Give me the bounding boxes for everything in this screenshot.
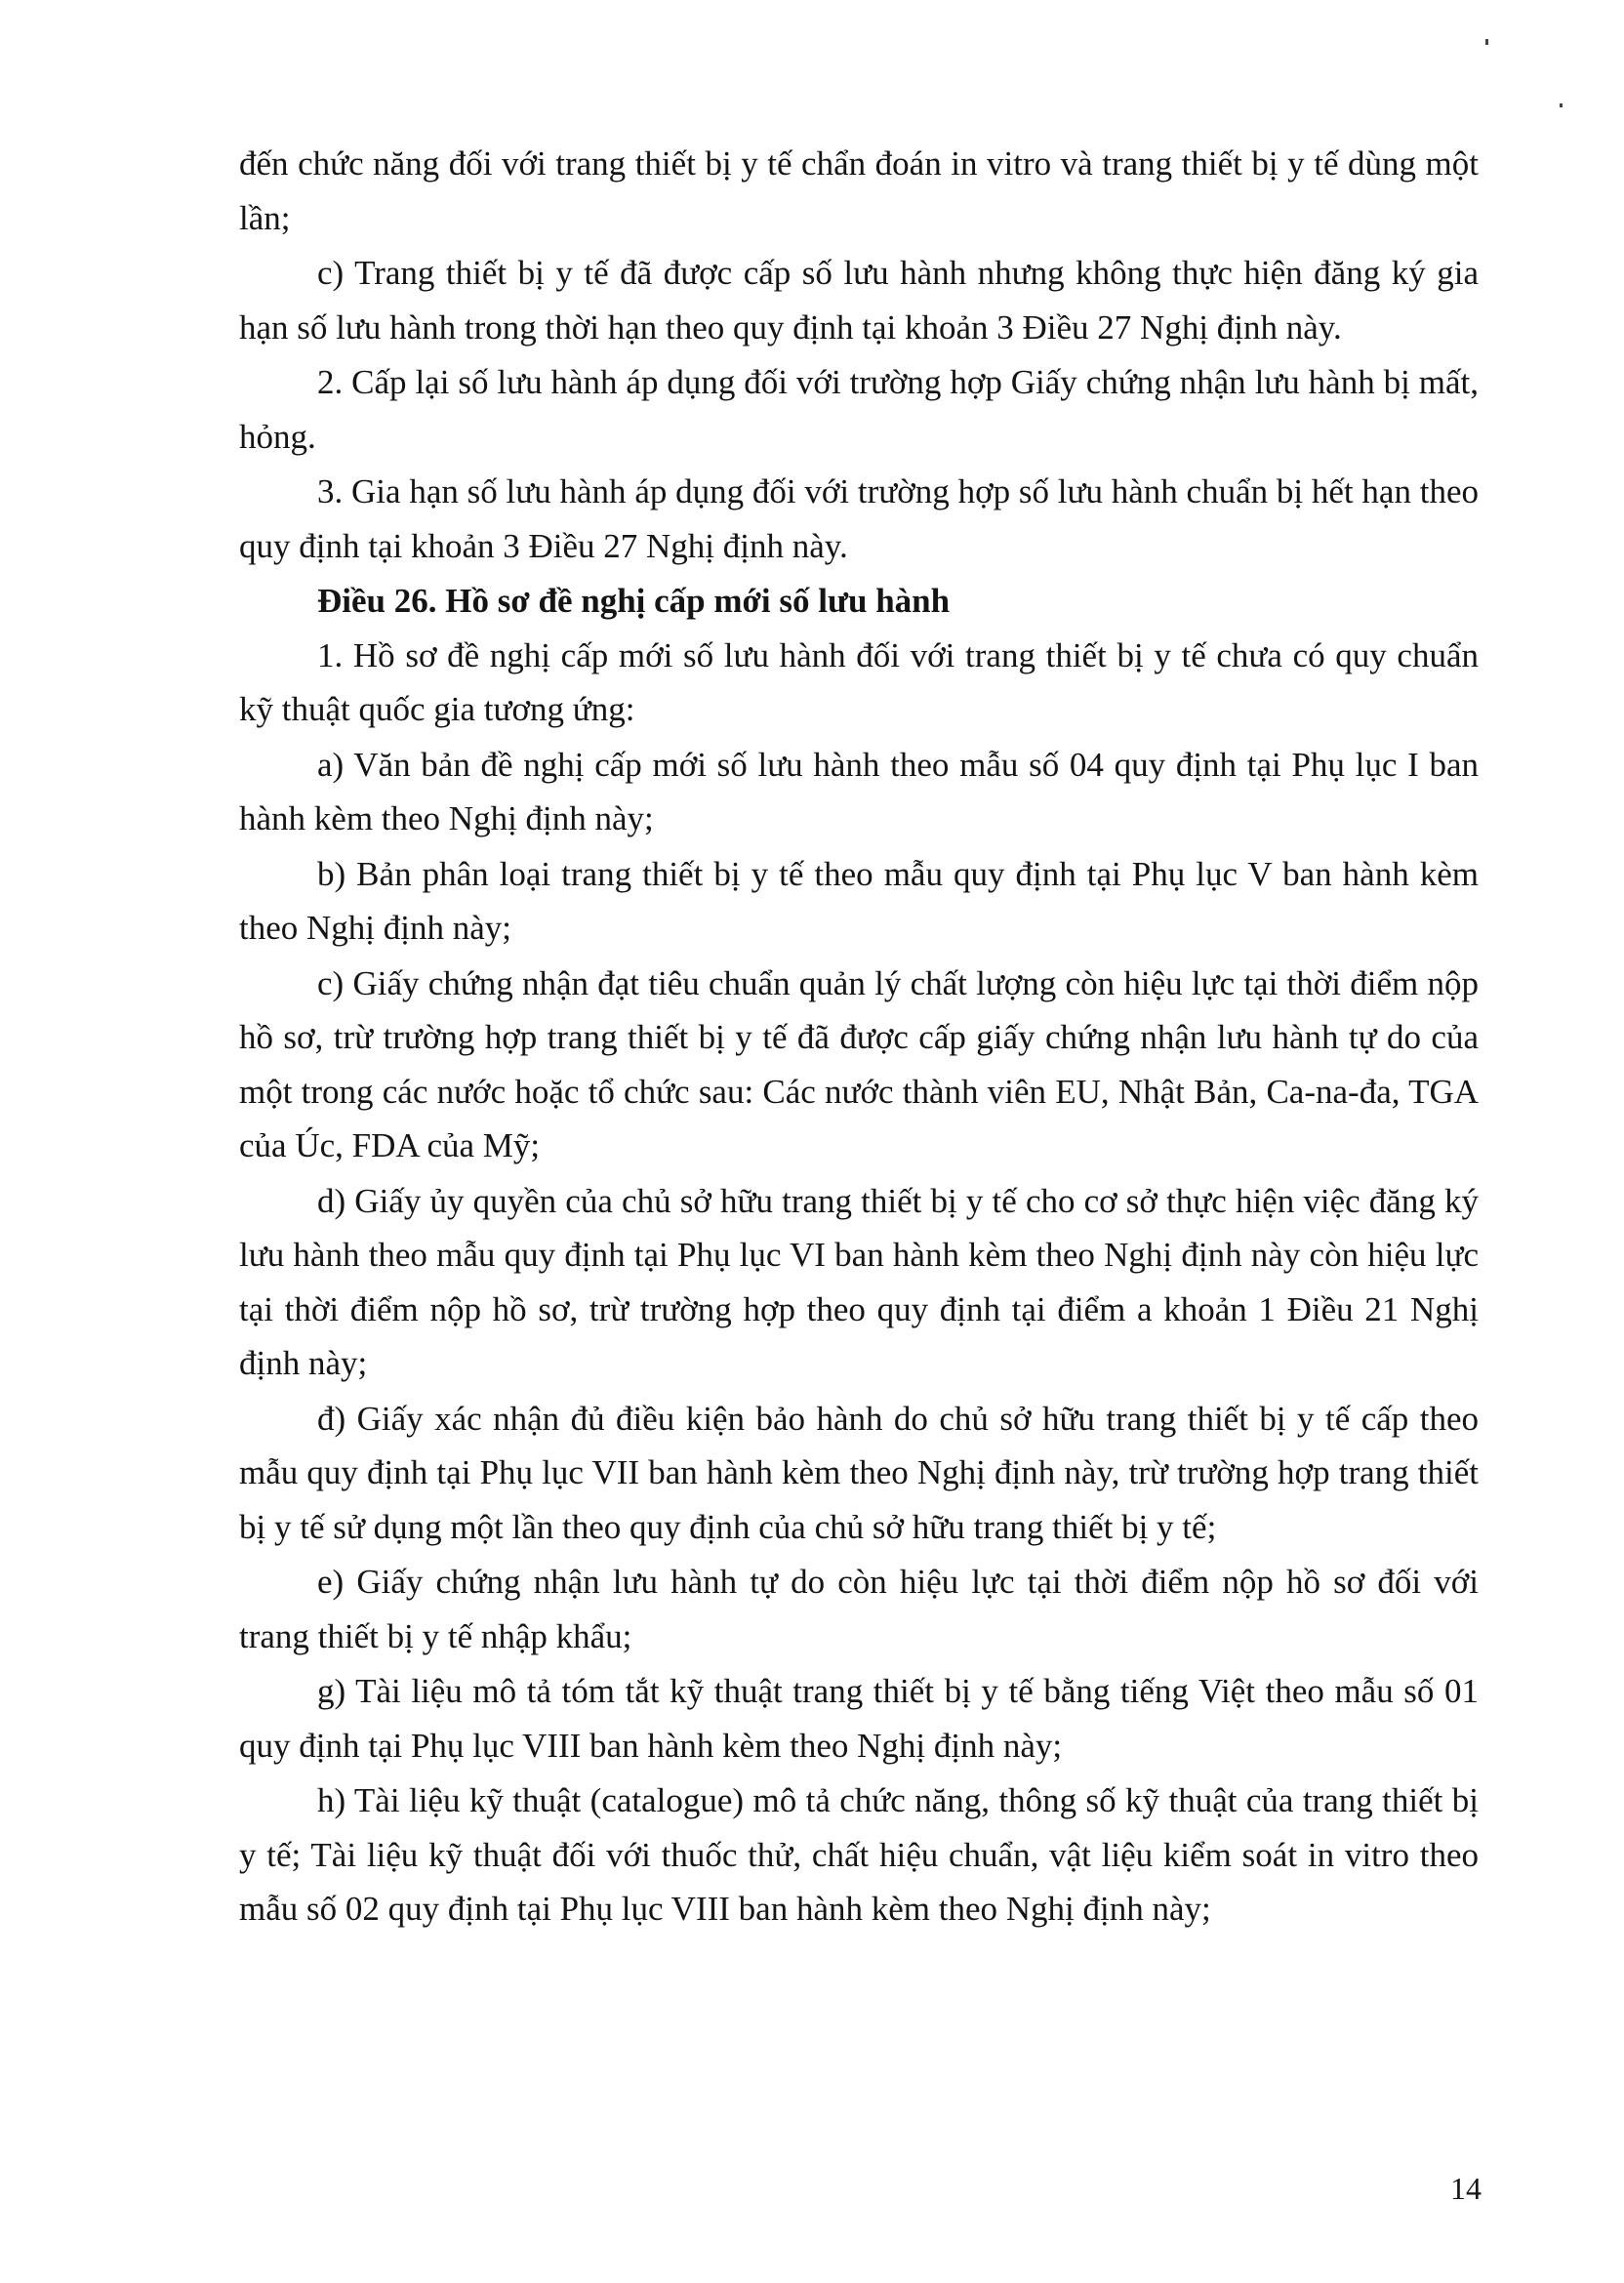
paragraph-2: 2. Cấp lại số lưu hành áp dụng đối với trường hợp Giấy chứng nhận lưu hành bị mất, hỏng.	[239, 363, 1479, 456]
paragraph-26-1c: c) Giấy chứng nhận đạt tiêu chuẩn quản lý chất lượng còn hiệu lực tại thời điểm nộp hồ sơ, trừ trường hợp trang thiết bị y tế đã được cấp giấy chứng nhận lưu hành tự do của một trong các nước hoặc tổ chức sau: Các nước thành viên EU, Nhật Bản, Ca-na-đa, TGA của Úc, FDA của Mỹ;	[239, 963, 1479, 1164]
page-number: 14	[1450, 2171, 1482, 2206]
paragraph-26-1h: h) Tài liệu kỹ thuật (catalogue) mô tả chức năng, thông số kỹ thuật của trang thiết bị y tế; Tài liệu kỹ thuật đối với thuốc thử, chất hiệu chuẩn, vật liệu kiểm soát in vitro theo mẫu số 02 quy định tại Phụ lục VIII ban hành kèm theo Nghị định này;	[239, 1781, 1479, 1928]
paragraph-26-1e: e) Giấy chứng nhận lưu hành tự do còn hiệu lực tại thời điểm nộp hồ sơ đối với trang thiết bị y tế nhập khẩu;	[239, 1563, 1479, 1655]
paragraph-3: 3. Gia hạn số lưu hành áp dụng đối với trường hợp số lưu hành chuẩn bị hết hạn theo quy định tại khoản 3 Điều 27 Nghị định này.	[239, 472, 1479, 565]
paragraph-26-1: 1. Hồ sơ đề nghị cấp mới số lưu hành đối với trang thiết bị y tế chưa có quy chuẩn kỹ thuật quốc gia tương ứng:	[239, 635, 1479, 728]
scan-speck	[1560, 103, 1563, 107]
scan-speck	[1485, 39, 1488, 45]
paragraph-26-1d: d) Giấy ủy quyền của chủ sở hữu trang thiết bị y tế cho cơ sở thực hiện việc đăng ký lưu hành theo mẫu quy định tại Phụ lục VI ban hành kèm theo Nghị định này còn hiệu lực tại thời điểm nộp hồ sơ, trừ trường hợp theo quy định tại điểm a khoản 1 Điều 21 Nghị định này;	[239, 1181, 1479, 1382]
paragraph-26-1g: g) Tài liệu mô tả tóm tắt kỹ thuật trang thiết bị y tế bằng tiếng Việt theo mẫu số 01 quy định tại Phụ lục VIII ban hành kèm theo Nghị định này;	[239, 1672, 1479, 1765]
paragraph-26-1dd: đ) Giấy xác nhận đủ điều kiện bảo hành do chủ sở hữu trang thiết bị y tế cấp theo mẫu quy định tại Phụ lục VII ban hành kèm theo Nghị định này, trừ trường hợp trang thiết bị y tế sử dụng một lần theo quy định của chủ sở hữu trang thiết bị y tế;	[239, 1399, 1479, 1546]
document-body	[239, 137, 1479, 1936]
paragraph-continuation: đến chức năng đối với trang thiết bị y tế chẩn đoán in vitro và trang thiết bị y tế dùng một lần;	[239, 144, 1479, 237]
article-heading: Điều 26. Hồ sơ đề nghị cấp mới số lưu hành	[317, 582, 951, 620]
paragraph-26-1b: b) Bản phân loại trang thiết bị y tế theo mẫu quy định tại Phụ lục V ban hành kèm theo Nghị định này;	[239, 854, 1479, 947]
paragraph-26-1a: a) Văn bản đề nghị cấp mới số lưu hành theo mẫu số 04 quy định tại Phụ lục I ban hành kèm theo Nghị định này;	[239, 745, 1479, 837]
paragraph-1c: c) Trang thiết bị y tế đã được cấp số lưu hành nhưng không thực hiện đăng ký gia hạn số lưu hành trong thời hạn theo quy định tại khoản 3 Điều 27 Nghị định này.	[239, 254, 1479, 347]
